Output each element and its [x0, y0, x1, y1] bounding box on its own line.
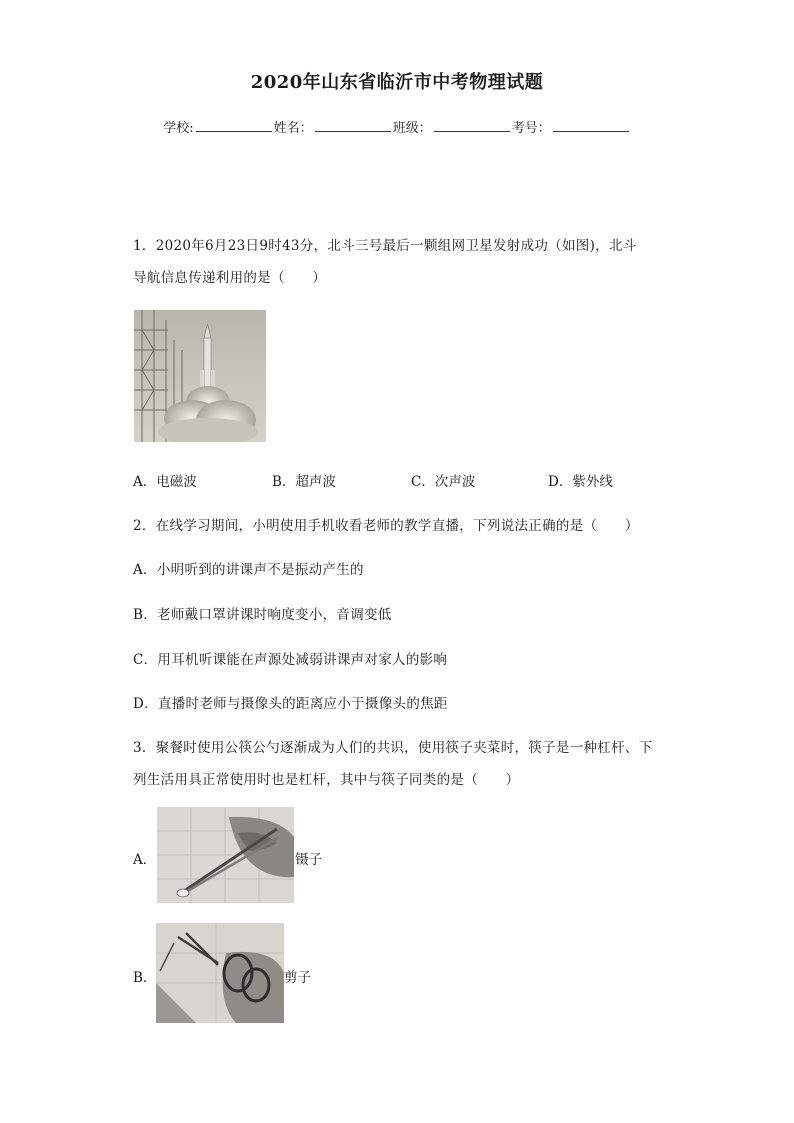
exam-no-label: 考号：: [511, 121, 551, 136]
q3-option-a-label: 镊子: [295, 852, 322, 868]
q2-option-c: C．用耳机听课能在声源处减弱讲课声对家人的影响: [133, 652, 448, 668]
school-label: 学校:: [163, 121, 194, 136]
page-title: 2020年山东省临沂市中考物理试题: [250, 72, 544, 93]
scissors-image: [156, 923, 284, 1023]
q3-stem-line1: 3．聚餐时使用公筷公勺逐渐成为人们的共识，使用筷子夹菜时，筷子是一种杠杆、下: [133, 740, 653, 756]
name-label: 姓名：: [273, 121, 313, 136]
school-blank: [196, 119, 272, 132]
q1-option-b: B．超声波: [272, 474, 336, 490]
class-label: 班级：: [392, 121, 432, 136]
q2-option-b: B．老师戴口罩讲课时响度变小，音调变低: [133, 607, 392, 623]
rocket-launch-image: [134, 310, 266, 442]
q2-stem: 2．在线学习期间，小明使用手机收看老师的教学直播，下列说法正确的是（ ）: [133, 518, 639, 534]
rocket-launch-drawing: [134, 310, 266, 442]
q2-option-d: D．直播时老师与摄像头的距离应小于摄像头的焦距: [133, 696, 448, 712]
q3-option-b-prefix: B．: [133, 970, 157, 986]
q1-stem-line2: 导航信息传递利用的是（ ）: [133, 270, 327, 286]
q3-stem-line2: 列生活用具正常使用时也是杠杆，其中与筷子同类的是（ ）: [133, 772, 520, 788]
class-blank: [434, 119, 510, 132]
q2-option-a: A．小明听到的讲课声不是振动产生的: [133, 562, 364, 578]
q1-option-c: C．次声波: [411, 474, 476, 490]
name-blank: [315, 119, 391, 132]
tweezers-image: [157, 807, 294, 903]
tweezers-drawing: [157, 807, 294, 903]
q1-stem-line1: 1．2020年6月23日9时43分，北斗三号最后一颗组网卫星发射成功（如图)，北斗: [133, 238, 637, 254]
q1-option-a: A．电磁波: [133, 474, 197, 490]
q3-option-b-label: 剪子: [284, 970, 311, 986]
scissors-drawing: [156, 923, 284, 1023]
exam-no-blank: [553, 119, 629, 132]
q1-option-d: D．紫外线: [548, 474, 613, 490]
student-info-line: [0, 117, 794, 136]
q3-option-a-prefix: A．: [133, 852, 157, 868]
